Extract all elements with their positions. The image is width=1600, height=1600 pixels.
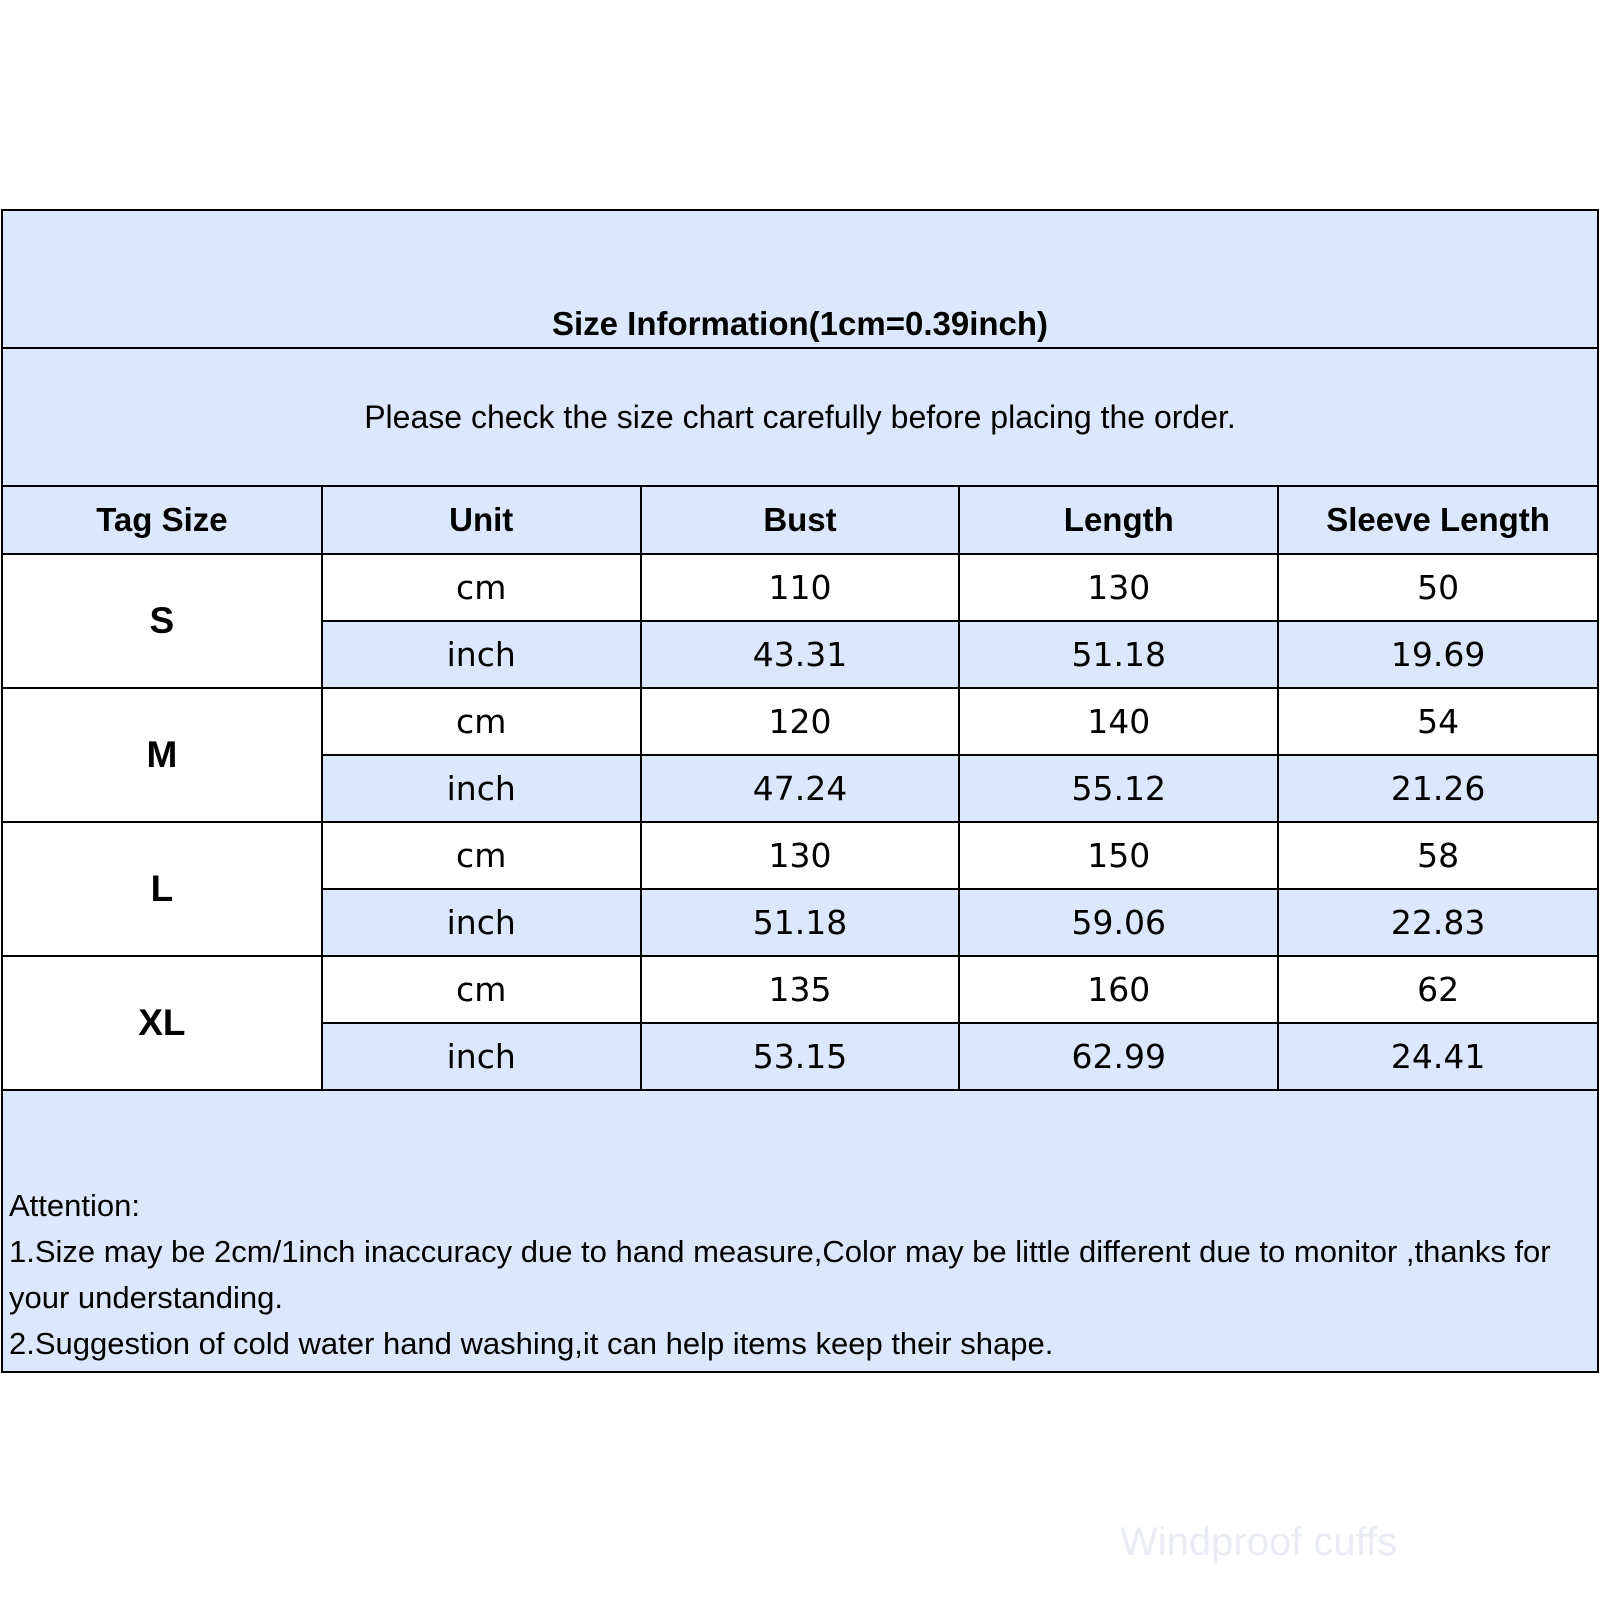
- attention-section: [3, 1091, 1597, 1371]
- attention-note-1: 1.Size may be 2cm/1inch inaccuracy due to hand measure,Color may be little different due to monitor ,thanks for your understanding.: [9, 1234, 1551, 1315]
- sleeve-cell: 62: [1278, 956, 1597, 1023]
- tag-size-cell: XL: [3, 956, 322, 1090]
- unit-cell: inch: [322, 755, 641, 822]
- header-bust: Bust: [641, 487, 960, 554]
- sleeve-cell: 58: [1278, 822, 1597, 889]
- unit-cell: inch: [322, 889, 641, 956]
- unit-cell: cm: [322, 554, 641, 621]
- table-row: [3, 956, 1597, 1023]
- bust-cell: 47.24: [641, 755, 960, 822]
- table-row: [3, 688, 1597, 755]
- length-cell: 150: [959, 822, 1278, 889]
- bust-cell: 43.31: [641, 621, 960, 688]
- unit-cell: inch: [322, 1023, 641, 1090]
- size-chart-sheet: [1, 209, 1599, 1373]
- header-row: [3, 487, 1597, 554]
- length-cell: 55.12: [959, 755, 1278, 822]
- unit-cell: inch: [322, 621, 641, 688]
- table-row: [3, 822, 1597, 889]
- watermark-text: Windproof cuffs: [1120, 1520, 1398, 1564]
- unit-cell: cm: [322, 822, 641, 889]
- length-cell: 130: [959, 554, 1278, 621]
- sleeve-cell: 21.26: [1278, 755, 1597, 822]
- sleeve-cell: 22.83: [1278, 889, 1597, 956]
- header-sleeve-length: Sleeve Length: [1278, 487, 1597, 554]
- header-length: Length: [959, 487, 1278, 554]
- bust-cell: 135: [641, 956, 960, 1023]
- sleeve-cell: 19.69: [1278, 621, 1597, 688]
- bust-cell: 51.18: [641, 889, 960, 956]
- table-row: [3, 554, 1597, 621]
- length-cell: 51.18: [959, 621, 1278, 688]
- notice-row: Please check the size chart carefully before placing the order.: [3, 349, 1597, 487]
- length-cell: 59.06: [959, 889, 1278, 956]
- header-tag-size: Tag Size: [3, 487, 322, 554]
- bust-cell: 53.15: [641, 1023, 960, 1090]
- length-cell: 140: [959, 688, 1278, 755]
- bust-cell: 120: [641, 688, 960, 755]
- header-unit: Unit: [322, 487, 641, 554]
- bust-cell: 130: [641, 822, 960, 889]
- attention-text: [9, 1183, 1591, 1367]
- attention-heading: Attention:: [9, 1188, 140, 1223]
- title-row: [3, 211, 1597, 349]
- tag-size-cell: L: [3, 822, 322, 956]
- sleeve-cell: 54: [1278, 688, 1597, 755]
- tag-size-cell: S: [3, 554, 322, 688]
- attention-note-2: 2.Suggestion of cold water hand washing,it can help items keep their shape.: [9, 1326, 1054, 1361]
- sleeve-cell: 24.41: [1278, 1023, 1597, 1090]
- size-info-title: Size Information(1cm=0.39inch): [551, 305, 1049, 342]
- length-cell: 160: [959, 956, 1278, 1023]
- unit-cell: cm: [322, 688, 641, 755]
- length-cell: 62.99: [959, 1023, 1278, 1090]
- bust-cell: 110: [641, 554, 960, 621]
- sleeve-cell: 50: [1278, 554, 1597, 621]
- tag-size-cell: M: [3, 688, 322, 822]
- unit-cell: cm: [322, 956, 641, 1023]
- size-table: [3, 487, 1597, 1091]
